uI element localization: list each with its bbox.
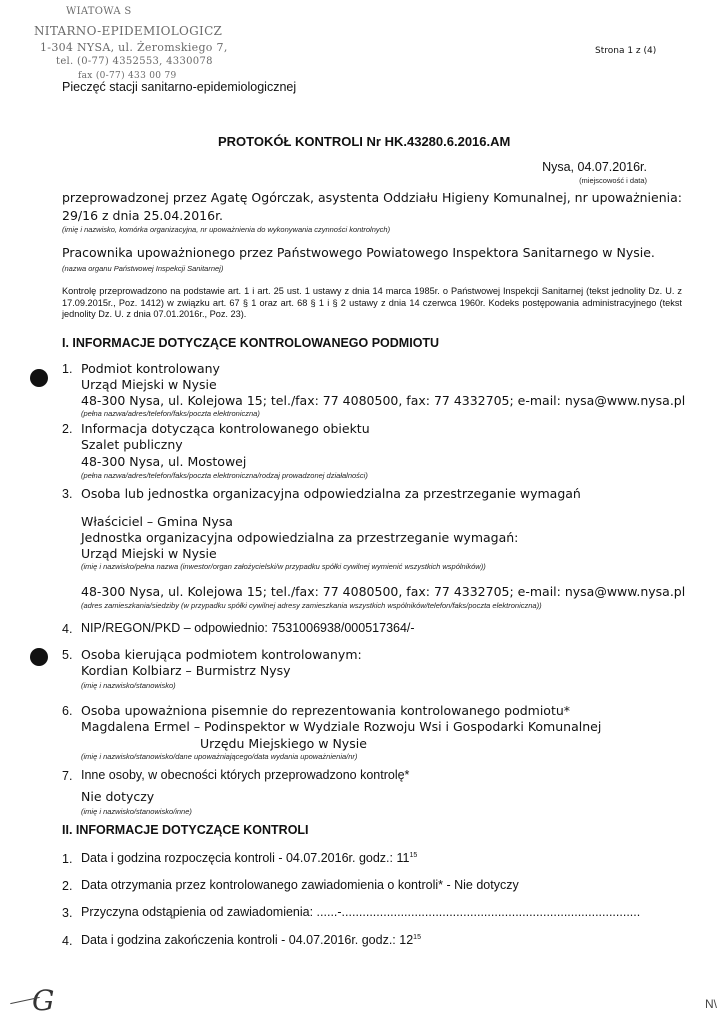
item-label: Osoba lub jednostka organizacyjna odpowiedzialna za przestrzeganie wymagań [81,486,581,501]
item-label: Inne osoby, w obecności których przeprowadzono kontrolę* [81,768,410,782]
stamp-line: fax (0-77) 433 00 79 [78,71,177,81]
control-end-minutes: 15 [413,933,421,941]
item-label: Podmiot kontrolowany [81,361,220,376]
conducted-by: przeprowadzonej przez Agatę Ogórczak, asystenta Oddziału Higieny Komunalnej, nr upoważnienia: 29/16 z dnia 25.04.2016r. [62,190,682,223]
corner-mark: N\ [705,997,717,1011]
authorized-employee: Pracownika upoważnionego przez Państwowego Powiatowego Inspektora Sanitarnego w Nysie. [62,245,655,260]
stamp-line: NITARNO-EPIDEMIOLOGICZ [34,24,223,38]
waiver-reason: Przyczyna odstąpienia od zawiadomienia: ......-...................................................................................... [81,905,641,919]
item-number: 6. [62,704,73,718]
tax-ids: NIP/REGON/PKD – odpowiednio: 7531006938/000517364/- [81,621,415,635]
object-name: Szalet publiczny [81,437,183,452]
punch-hole-icon [30,648,48,666]
responsible-unit: Jednostka organizacyjna odpowiedzialna za przestrzeganie wymagań: [81,530,519,545]
entity-name: Urząd Miejski w Nysie [81,377,217,392]
punch-hole-icon [30,369,48,387]
item-number: 7. [62,769,73,783]
item-number: 1. [62,362,73,376]
notification-date: Data otrzymania przez kontrolowanego zawiadomienia o kontroli* - Nie dotyczy [81,878,519,892]
control-start [81,851,417,865]
item-label: Informacja dotycząca kontrolowanego obiektu [81,421,370,436]
authorized-employee-note: (nazwa organu Państwowej Inspekcji Sanitarnej) [62,264,224,273]
page-number: Strona 1 z (4) [595,46,657,56]
owner: Właściciel – Gmina Nysa [81,514,233,529]
item-number: 4. [62,622,73,636]
item-label: Osoba upoważniona pisemnie do reprezentowania kontrolowanego podmiotu* [81,703,571,718]
field-note: (imię i nazwisko/stanowisko/inne) [81,807,192,816]
other-persons-value: Nie dotyczy [81,789,155,804]
section-2-heading: II. INFORMACJE DOTYCZĄCE KONTROLI [62,823,309,837]
page-title: PROTOKÓŁ KONTROLI Nr HK.43280.6.2016.AM [218,134,511,149]
manager-name: Kordian Kolbiarz – Burmistrz Nysy [81,663,291,678]
stamp-line: tel. (0-77) 4352553, 4330078 [56,56,213,67]
field-note: (adres zamieszkania/siedziby (w przypadku spółki cywilnej adresy zamieszkania wszystkich wspólników/telefon/faks/poczta elektroniczna)) [81,601,542,610]
legal-basis: Kontrolę przeprowadzono na podstawie art. 1 i art. 25 ust. 1 ustawy z dnia 14 marca 1985r. o Państwowej Inspekcji Sanitarnej (tekst jednolity Dz. U. z 17.09.2015r., Poz. 1412) w związku art. 67 § 1 oraz art. 68 § 1 i § 2 ustawy z dnia 14 czerwca 1960r. Kodeks postępowania administracyjnego (tekst jednolity Dz. U. z dnia 07.01.2016r., Poz. 23). [62,286,682,319]
item-number: 4. [62,934,73,948]
item-number: 1. [62,852,73,866]
control-start-minutes: 15 [409,851,418,859]
item-number: 5. [62,648,73,662]
place-date-note: (miejscowość i data) [579,176,647,185]
item-number: 3. [62,906,73,920]
stamp-label: Pieczęć stacji sanitarno-epidemiologicznej [62,80,297,94]
section-1-heading: I. INFORMACJE DOTYCZĄCE KONTROLOWANEGO PODMIOTU [62,336,440,350]
field-note: (pełna nazwa/adres/telefon/faks/poczta elektroniczna) [81,409,260,418]
place-date: Nysa, 04.07.2016r. [542,160,647,174]
field-note: (imię i nazwisko/stanowisko) [81,681,176,690]
control-end-text: Data i godzina zakończenia kontroli - 04.07.2016r. godz.: 12 [81,933,414,947]
item-label: Osoba kierująca podmiotem kontrolowanym: [81,647,362,662]
object-address: 48-300 Nysa, ul. Mostowej [81,454,247,469]
control-start-text: Data i godzina rozpoczęcia kontroli - 04.07.2016r. godz.: 11 [81,851,410,865]
entity-address: 48-300 Nysa, ul. Kolejowa 15; tel./fax: 77 4080500, fax: 77 4332705; e-mail: nysa@www.nysa.pl [81,393,686,408]
item-number: 2. [62,422,73,436]
field-note: (pełna nazwa/adres/telefon/faks/poczta elektroniczna/rodzaj prowadzonej działalności) [81,471,368,480]
representative-office: Urzędu Miejskiego w Nysie [200,736,367,751]
item-number: 2. [62,879,73,893]
stamp-line: 1-304 NYSA, ul. Żeromskiego 7, [40,41,228,54]
representative-name: Magdalena Ermel – Podinspektor w Wydziale Rozwoju Wsi i Gospodarki Komunalnej [81,719,602,734]
responsible-unit-name: Urząd Miejski w Nysie [81,546,217,561]
field-note: (imię i nazwisko/pełna nazwa (inwestor/organ założycielski/w przypadku spółki cywilnej wymienić wszystkich wspólników)) [81,562,486,571]
stamp-line: WIATOWA S [66,6,132,17]
conducted-by-note: (imię i nazwisko, komórka organizacyjna, nr upoważnienia do wykonywania czynności kontrolnych) [62,225,391,234]
responsible-unit-address: 48-300 Nysa, ul. Kolejowa 15; tel./fax: 77 4080500, fax: 77 4332705; e-mail: nysa@www.nysa.pl [81,584,686,599]
item-number: 3. [62,487,73,501]
signature-initial: G [32,984,55,1017]
field-note: (imię i nazwisko/stanowisko/dane upoważniającego/data wydania upoważnienia/nr) [81,752,358,761]
control-end [81,933,421,947]
